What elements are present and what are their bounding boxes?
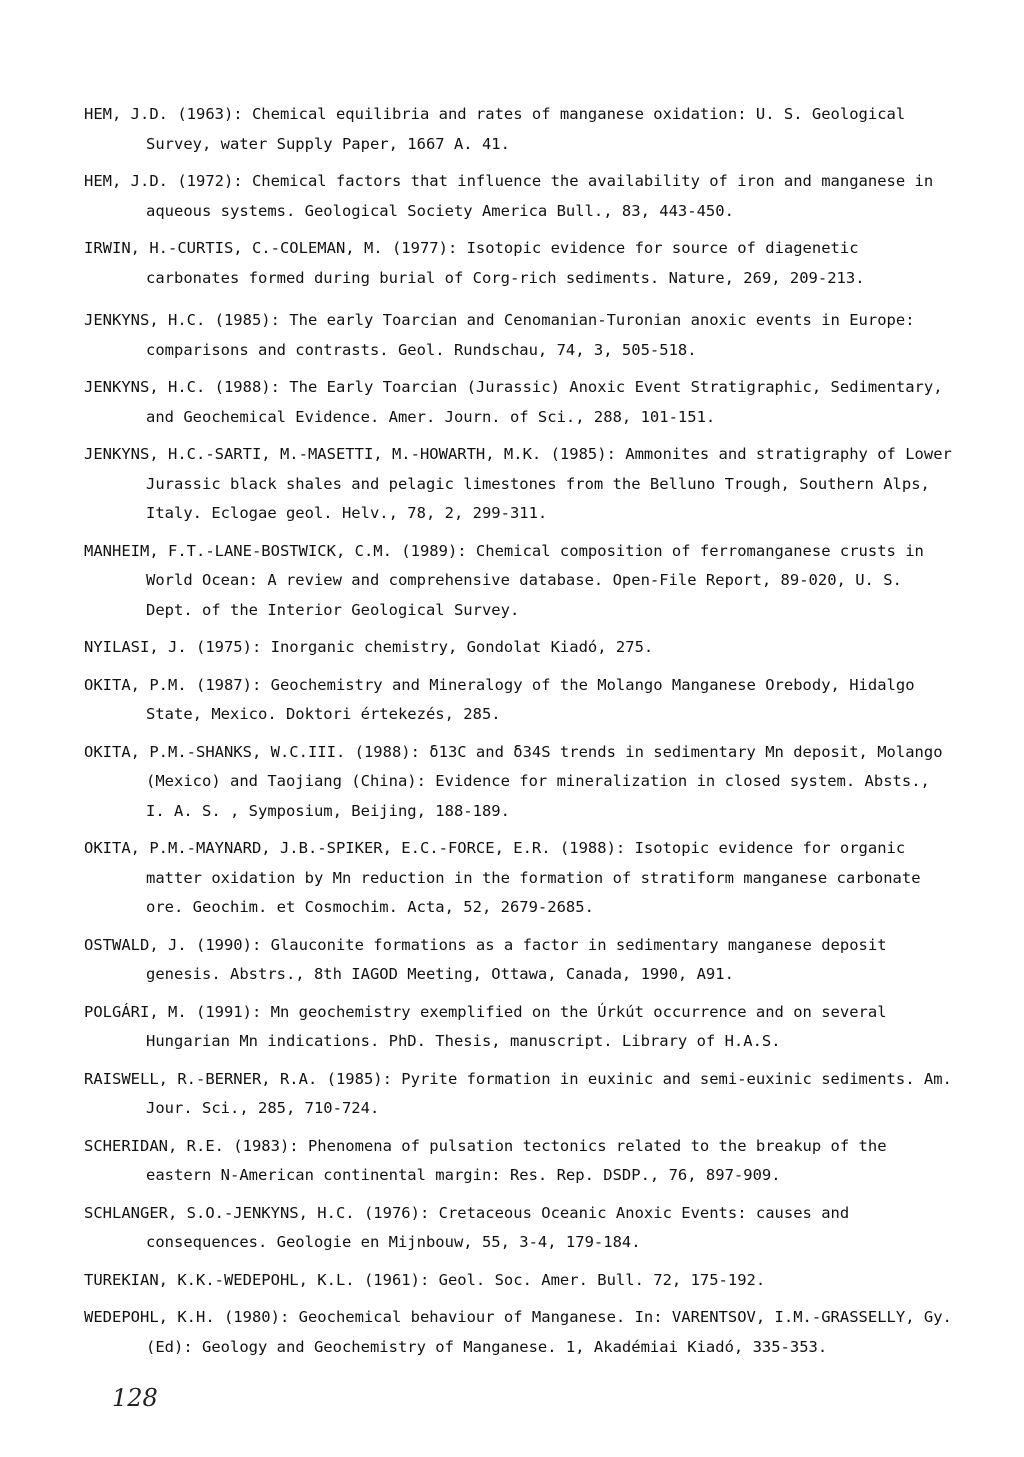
- reference-entry: OSTWALD, J. (1990): Glauconite formations as a factor in sedimentary manganese deposit genesis. Abstrs., 8th IAGOD Meeting, Ottawa, Canada, 1990, A91.: [84, 935, 887, 983]
- reference-entry: SCHLANGER, S.O.-JENKYNS, H.C. (1976): Cretaceous Oceanic Anoxic Events: causes and consequences. Geologie en Mijnbouw, 55, 3-4, 179-184.: [84, 1203, 850, 1251]
- reference-entry: IRWIN, H.-CURTIS, C.-COLEMAN, M. (1977): Isotopic evidence for source of diagenetic carbonates formed during burial of Corg-rich sediments. Nature, 269, 209-213.: [84, 239, 865, 287]
- reference-entry: JENKYNS, H.C. (1988): The Early Toarcian (Jurassic) Anoxic Event Stratigraphic, Sedimentary, and Geochemical Evidence. Amer. Journ. of Sci., 288, 101-151.: [84, 378, 943, 426]
- reference-list: [84, 100, 954, 1362]
- reference-entry: JENKYNS, H.C. (1985): The early Toarcian and Cenomanian-Turonian anoxic events in Europe: comparisons and contrasts. Geol. Rundschau, 74, 3, 505-518.: [84, 311, 915, 359]
- reference-entry: MANHEIM, F.T.-LANE-BOSTWICK, C.M. (1989): Chemical composition of ferromanganese crusts in World Ocean: A review and comprehensive database. Open-File Report, 89-020, U. S. Dept. of the Interior Geological Survey.: [84, 541, 924, 619]
- reference-entry: NYILASI, J. (1975): Inorganic chemistry, Gondolat Kiadó, 275.: [84, 638, 654, 656]
- reference-entry: OKITA, P.M. (1987): Geochemistry and Mineralogy of the Molango Manganese Orebody, Hidalgo State, Mexico. Doktori értekezés, 285.: [84, 675, 915, 723]
- reference-entry: HEM, J.D. (1972): Chemical factors that influence the availability of iron and manganese in aqueous systems. Geological Society America Bull., 83, 443-450.: [84, 172, 934, 220]
- reference-entry: WEDEPOHL, K.H. (1980): Geochemical behaviour of Manganese. In: VARENTSOV, I.M.-GRASSELLY, Gy. (Ed): Geology and Geochemistry of Manganese. 1, Akadémiai Kiadó, 335-353.: [84, 1308, 952, 1356]
- reference-entry: RAISWELL, R.-BERNER, R.A. (1985): Pyrite formation in euxinic and semi-euxinic sediments. Am. Jour. Sci., 285, 710-724.: [84, 1069, 952, 1117]
- reference-entry: OKITA, P.M.-MAYNARD, J.B.-SPIKER, E.C.-FORCE, E.R. (1988): Isotopic evidence for organic matter oxidation by Mn reduction in the formation of stratiform manganese carbonate ore. Geochim. et Cosmochim. Acta, 52, 2679-2685.: [84, 839, 921, 916]
- reference-entry: JENKYNS, H.C.-SARTI, M.-MASETTI, M.-HOWARTH, M.K. (1985): Ammonites and stratigraphy of Lower Jurassic black shales and pelagic limestones from the Belluno Trough, Southern Alps, Italy. Eclogae geol. Helv., 78, 2, 299-311.: [84, 445, 952, 522]
- reference-entry: SCHERIDAN, R.E. (1983): Phenomena of pulsation tectonics related to the breakup of the eastern N-American continental margin: Res. Rep. DSDP., 76, 897-909.: [84, 1136, 887, 1184]
- reference-entry: POLGÁRI, M. (1991): Mn geochemistry exemplified on the Úrkút occurrence and on several Hungarian Mn indications. PhD. Thesis, manuscript. Library of H.A.S.: [84, 1002, 887, 1050]
- page-number: 128: [112, 1384, 158, 1412]
- reference-entry: HEM, J.D. (1963): Chemical equilibria and rates of manganese oxidation: U. S. Geological Survey, water Supply Paper, 1667 A. 41.: [84, 105, 906, 153]
- reference-entry: OKITA, P.M.-SHANKS, W.C.III. (1988): δ13C and δ34S trends in sedimentary Mn deposit, Molango (Mexico) and Taojiang (China): Evidence for mineralization in closed system. Absts., I. A. S. , Symposium, Beijing, 188-189.: [84, 742, 943, 820]
- reference-entry: TUREKIAN, K.K.-WEDEPOHL, K.L. (1961): Geol. Soc. Amer. Bull. 72, 175-192.: [84, 1270, 766, 1289]
